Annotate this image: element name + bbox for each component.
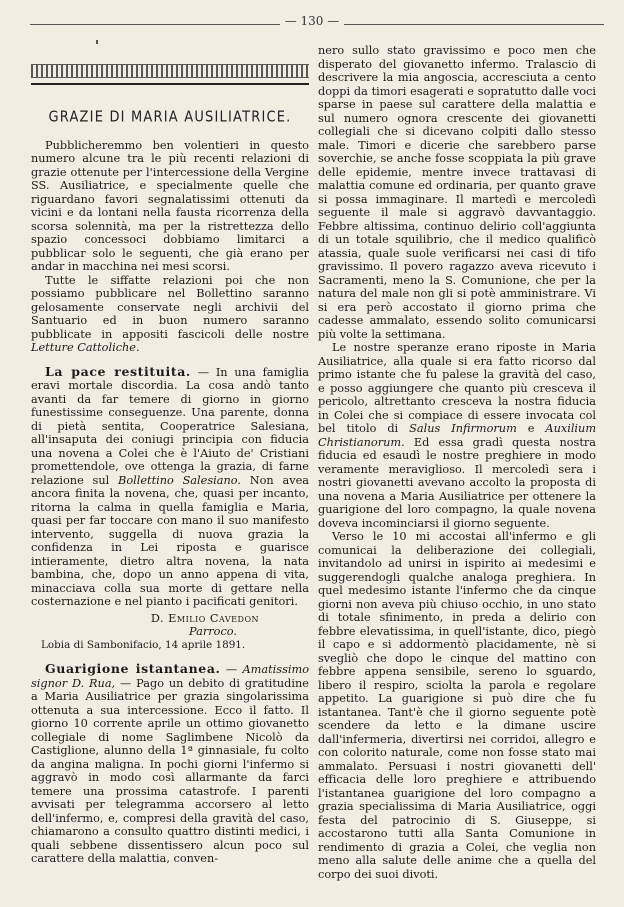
- signature-place-date: Lobia di Sambonifacio, 14 aprile 1891.: [41, 638, 246, 651]
- paragraph-speranze: Le nostre speranze erano riposte in Maria Ausiliatrice, alla quale si era fatto ricorso dal primo istante che fu palese la gravità del caso, e posso aggiungere che quanto più cresceva il pericolo, altrettanto cresceva la nostra fiducia in Colei che si compiace di essere invocata col bel titolo di Salus Infirmorum e Auxilium Christianorum. Ed essa gradì questa nostra fiducia ed esaudì le nostre preghiere in modo veramente meraviglioso. Il mercoledì sera i nostri giovanetti avevano accolto la proposta di una novena a Maria Ausiliatrice per ottenere la guarigione del loro compagno, la quale novena doveva incominciarsi il giorno seguente.: [318, 341, 597, 530]
- section-guarigione: Guarigione istantanea. — Amatissimo signor D. Rua, — Pago un debito di gratitudine a Maria Ausiliatrice per grazia singolarissima ottenuta a sua intercessione. Ecco il fatto. Il giorno 10 corrente aprile un ottimo giovanetto collegiale di nome Saglimbene Nicolò da Castiglione, alunno della 1ª ginnasiale, fu colto da angina maligna. In pochi giorni l'infermo si aggravò in modo così allarmante da farci temere una prossima catastrofe. I parenti avvisati per telegramma accorsero al letto dell'infermo, e, compresi della gravità del caso, chiamarono a consulto quattro distinti medici, i quali sebbene dissentissero alcun poco sul carattere della malattia, conven-: [31, 661, 309, 865]
- salutation-italic: Amatissimo signor D. Rua,: [31, 663, 309, 690]
- salus-italic: Salus Infirmorum: [409, 422, 517, 435]
- bollettino-italic: Bollettino Salesiano.: [118, 473, 241, 487]
- signature-name: D. Emilio Cavedon: [150, 611, 259, 625]
- section-title-pace: La pace restituita.: [45, 363, 191, 379]
- header-rule-left: [30, 24, 280, 25]
- ornamental-rule: [31, 80, 309, 85]
- section-pace: La pace restituita. — In una famiglia eravi mortale discordia. La cosa andò tanto avanti da far temere di giorno in giorno funestissime conseguenze. Una parente, donna di pietà sentita, Cooperatrice Salesiana, all'insaputa dei coniugi principia con fiducia una novena a Colei che è l'Aiuto de' Cristiani promettendole, ove ottenga la grazia, di farne relazione sul Bollettino Salesiano. Non avea ancora finita la novena, che, quasi per incanto, ritorna la calma in quella famiglia e Maria, quasi per far toccare con mano il suo manifesto intervento, suggella di nuova grazia la confidenza in Lei riposta e guarisce intieramente, dietro altra novena, la nata bambina, che, dopo un anno appena di vita, minacciava colla sua morte di gettare nella costernazione e nel pianto i pacificati genitori.: [31, 363, 310, 608]
- intro-italic: Letture Cattoliche.: [31, 341, 140, 354]
- right-column: [318, 44, 596, 881]
- left-column: [31, 44, 309, 866]
- continued-paragraph: nero sullo stato gravissimo e poco men che disperato del giovanetto infermo. Tralascio di descrivere la mia angoscia, accresciuta a cento doppi da timori esagerati e sopratutto dalle voci sparse in paese sul carattere della malattia e sul numero ognora crescente dei giovanetti collegiali che si dicevano colpiti dallo stesso male. Timori e dicerie che sarebbero parse soverchie, se anche fosse scoppiata la più grave delle epidemie, mentre invece trattavasi di malattia comune ed ordinaria, per quanto grave si possa immaginare. Il martedì e mercoledì seguente il male si aggravò davvantaggio. Febbre altissima, continuo delirio coll'aggiunta di un totale squilibrio, che il medico qualificò atassia, quale suole verificarsi nei casi di tifo gravissimo. Il povero ragazzo aveva ricevuto i Sacramenti, meno la S. Comunione, che per la natura del male non gli si potè amministrare. Vi si era però accostato il giorno prima che cadesse ammalato, essendo solito comunicarsi più volte la settimana.: [318, 44, 596, 341]
- article-heading: GRAZIE DI MARIA AUSILIATRICE.: [48, 108, 292, 127]
- paragraph-guarigione: Verso le 10 mi accostai all'infermo e gli comunicai la deliberazione dei collegiali, invitandolo ad unirsi in ispirito ai medesimi e suggerendogli qualche analoga preghiera. In quel medesimo istante l'infermo che da cinque giorni non aveva più chiuso occhio, in uno stato di totale sfinimento, in preda a delirio con febbre elevatissima, in quell'istante, dico, piegò il capo e si addormentò placidamente, nè si svegliò che dopo le cinque del mattino con febbre appena sensibile, sereno lo sguardo, libero il respiro, sciolta la parola e regolare appetito. La guarigione si può dire che fu istantanea. Tant'è che il giorno seguente potè scendere da letto e la dimane uscire dall'infermeria, divertirsi nei corridoi, allegro e con colorito naturale, come non fosse stato mai ammalato. Persuasi i nostri giovanetti dell' efficacia delle loro preghiere e attribuendo l'istantanea guarigione del loro compagno a grazia specialissima di Maria Ausiliatrice, oggi festa del patrocinio di S. Giuseppe, si accostarono tutti alla Santa Comunione in rendimento di grazia a Colei, che veglia non meno alla salute delle anime che a quella del corpo dei suoi divoti.: [318, 530, 596, 881]
- auxilium-italic: Auxilium Christianorum.: [318, 422, 597, 449]
- ornamental-border: [31, 64, 309, 78]
- section-title-guarigione: Guarigione istantanea.: [45, 661, 221, 676]
- signature-role: Parroco.: [189, 625, 237, 638]
- header-rule-right: [344, 24, 604, 25]
- page-number: — 130 —: [284, 14, 340, 28]
- intro-paragraph-1: Pubblicheremmo ben volentieri in questo numero alcune tra le più recenti relazioni di grazie ottenute per l'intercessione della Vergine SS. Ausiliatrice, e specialmente quelle che riguardano favori segnalatissimi ottenuti da vicini e da lontani nella fausta ricorrenza della scorsa solennità, ma per la ristrettezza dello spazio concessoci dobbiamo limitarci a pubblicar solo le seguenti, che già erano per andar in macchina nei mesi scorsi.: [31, 138, 309, 273]
- intro-paragraph-2: Tutte le siffatte relazioni poi che non possiamo pubblicare nel Bollettino saranno gelosamente conservate negli archivii del Santuario ed in buon numero saranno pubblicate in appositi fascicoli delle nostre Letture Cattoliche.: [31, 273, 309, 354]
